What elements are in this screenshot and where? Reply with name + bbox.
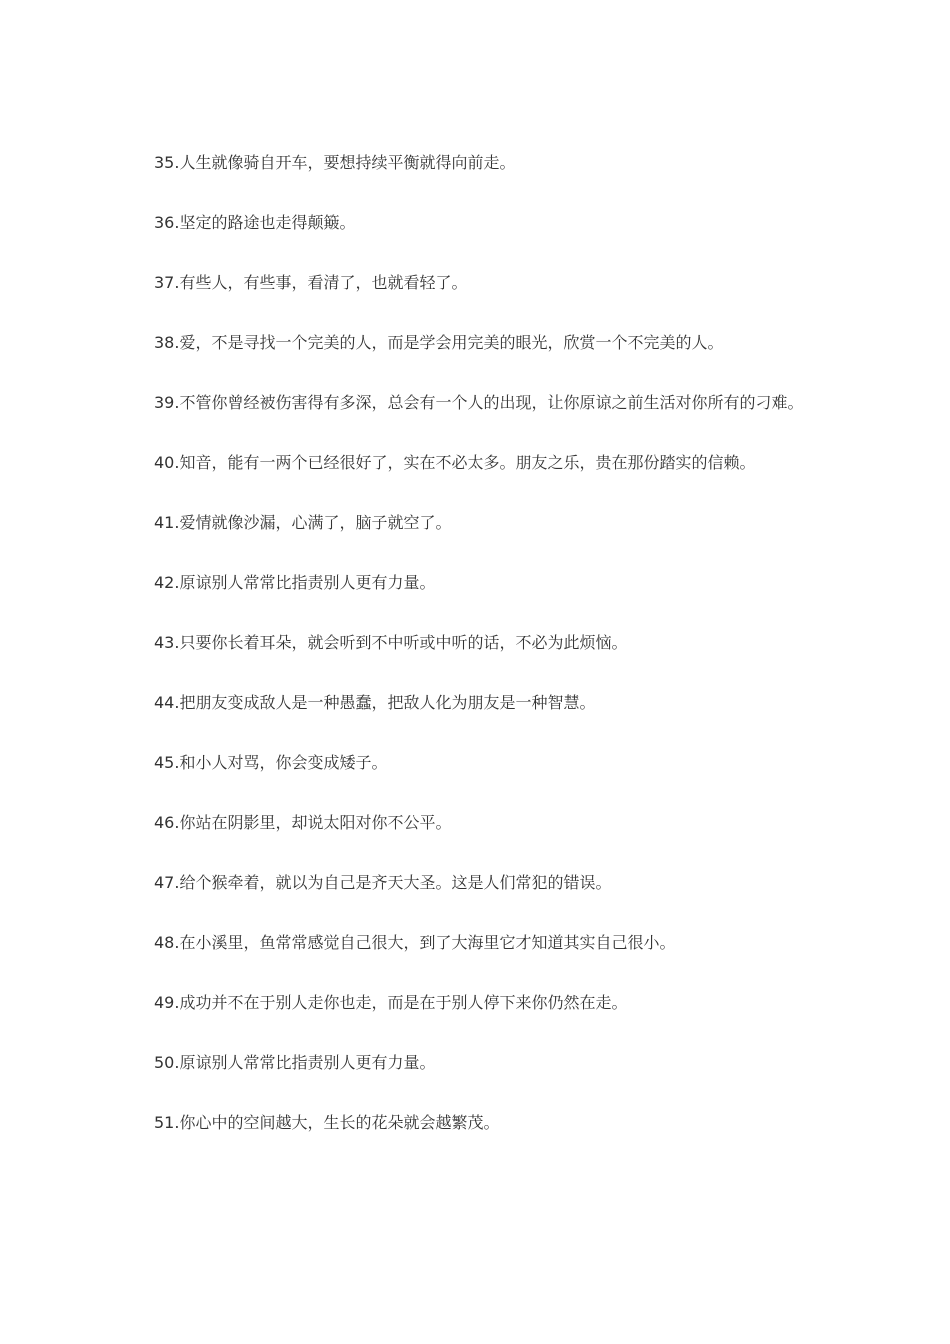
quote-item: 36.坚定的路途也走得颠簸。: [154, 213, 356, 232]
quote-item: 46.你站在阴影里，却说太阳对你不公平。: [154, 813, 452, 832]
quote-item: 37.有些人，有些事，看清了，也就看轻了。: [154, 273, 468, 292]
quote-item: 45.和小人对骂，你会变成矮子。: [154, 753, 388, 772]
quote-item: 44.把朋友变成敌人是一种愚蠢，把敌人化为朋友是一种智慧。: [154, 693, 596, 712]
quote-item: 41.爱情就像沙漏，心满了，脑子就空了。: [154, 513, 452, 532]
quote-item: 48.在小溪里，鱼常常感觉自己很大，到了大海里它才知道其实自己很小。: [154, 933, 676, 952]
quote-item: 39.不管你曾经被伤害得有多深，总会有一个人的出现，让你原谅之前生活对你所有的刁难。: [154, 393, 804, 412]
quote-item: 50.原谅别人常常比指责别人更有力量。: [154, 1053, 436, 1072]
quote-item: 35.人生就像骑自开车，要想持续平衡就得向前走。: [154, 153, 516, 172]
quote-item: 49.成功并不在于别人走你也走，而是在于别人停下来你仍然在走。: [154, 993, 628, 1012]
quote-item: 38.爱，不是寻找一个完美的人，而是学会用完美的眼光，欣赏一个不完美的人。: [154, 333, 724, 352]
quote-item: 43.只要你长着耳朵，就会听到不中听或中听的话，不必为此烦恼。: [154, 633, 628, 652]
quote-item: 40.知音，能有一两个已经很好了，实在不必太多。朋友之乐，贵在那份踏实的信赖。: [154, 453, 756, 472]
quote-item: 42.原谅别人常常比指责别人更有力量。: [154, 573, 436, 592]
quote-item: 51.你心中的空间越大，生长的花朵就会越繁茂。: [154, 1113, 500, 1132]
quote-item: 47.给个猴牵着，就以为自己是齐天大圣。这是人们常犯的错误。: [154, 873, 612, 892]
quote-list: [154, 148, 804, 1168]
